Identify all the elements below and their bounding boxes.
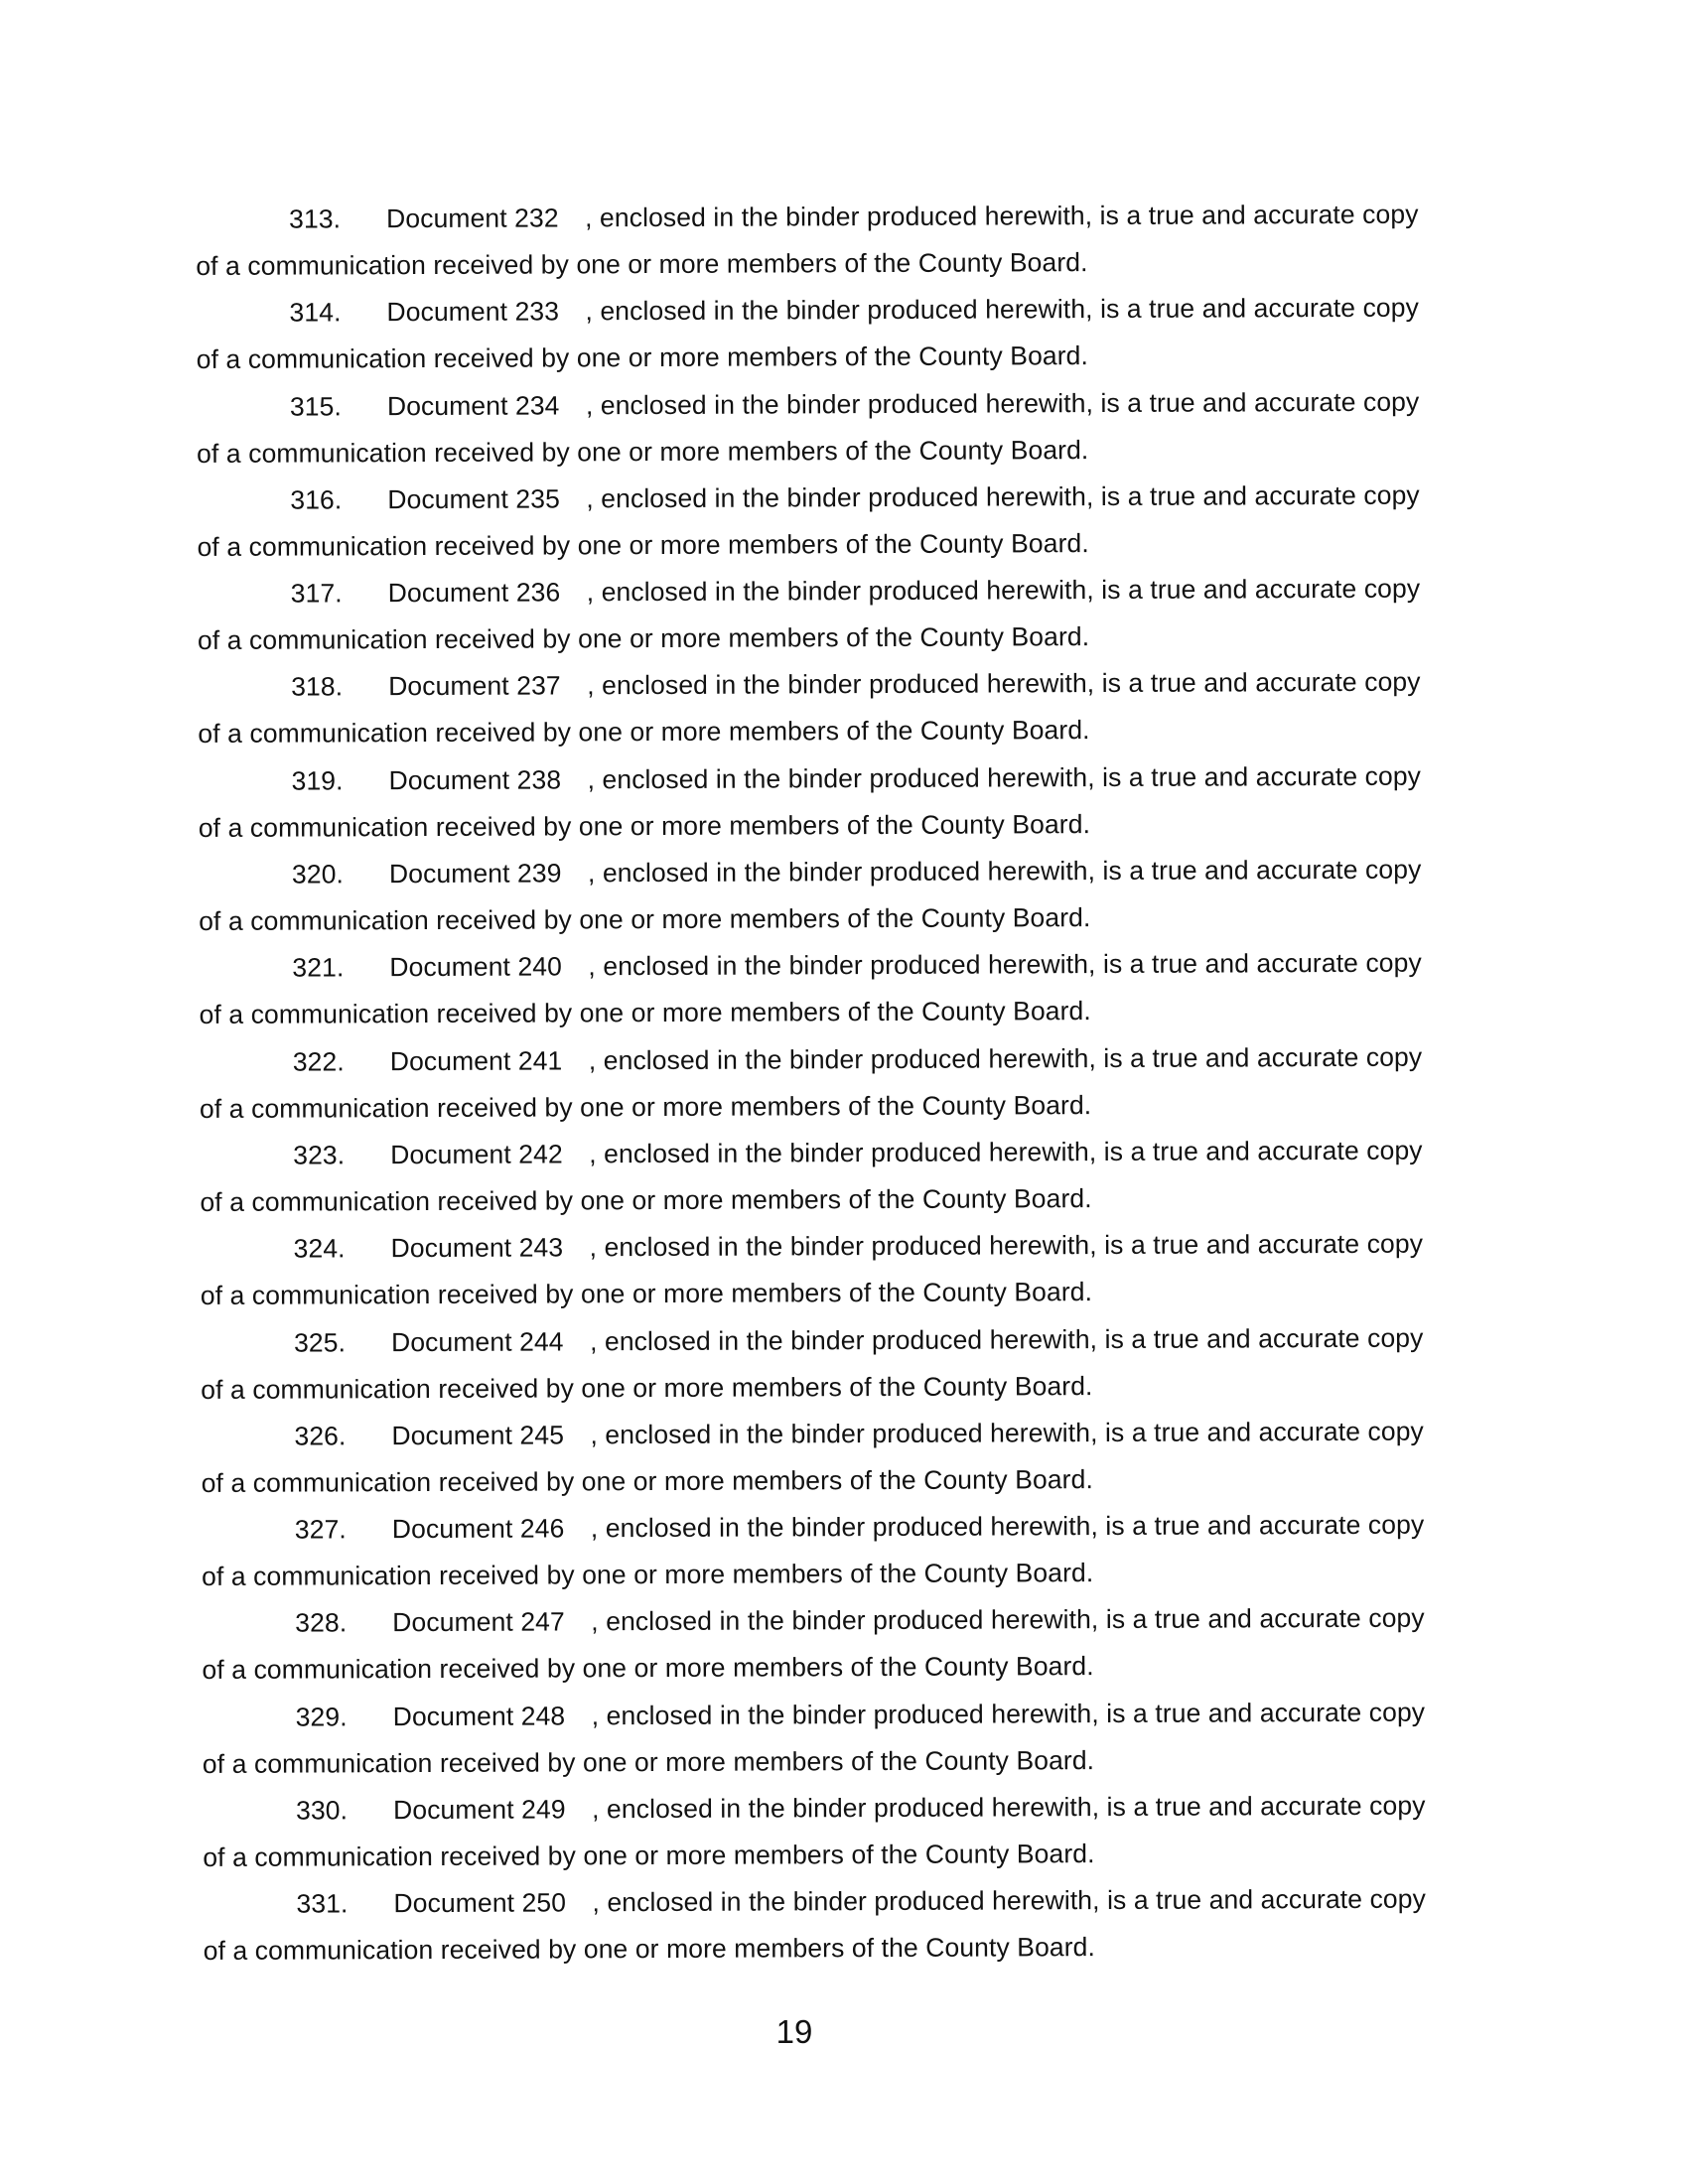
- paragraph-continuation: of a communication received by one or more members of the County Board.: [203, 1932, 1096, 1967]
- paragraph: [203, 1782, 1493, 1881]
- paragraph-text: , enclosed in the binder produced herewith, is a true and accurate copy: [586, 573, 1421, 608]
- paragraph: [200, 1033, 1490, 1133]
- paragraph-number: 326.: [294, 1421, 347, 1451]
- paragraph-number: 327.: [294, 1514, 347, 1545]
- document-reference: Document 248: [392, 1701, 566, 1731]
- page-number: 19: [775, 2013, 813, 2050]
- paragraph-continuation: of a communication received by one or more members of the County Board.: [197, 527, 1089, 562]
- document-reference: Document 249: [393, 1794, 566, 1826]
- paragraph-continuation: of a communication received by one or more members of the County Board.: [199, 996, 1091, 1030]
- paragraph-number: 317.: [290, 578, 343, 609]
- document-reference: Document 245: [391, 1420, 565, 1451]
- paragraph-first-line: [200, 1127, 1490, 1179]
- paragraph-list: [196, 191, 1494, 1975]
- document-reference: Document 250: [393, 1887, 567, 1919]
- paragraph-text: , enclosed in the binder produced herewith, is a true and accurate copy: [585, 292, 1419, 327]
- paragraph-text: , enclosed in the binder produced herewith, is a true and accurate copy: [589, 1228, 1424, 1263]
- paragraph-text: , enclosed in the binder produced herewith, is a true and accurate copy: [589, 1135, 1423, 1169]
- paragraph-number: 328.: [295, 1607, 348, 1639]
- paragraph-continuation: of a communication received by one or more members of the County Board.: [196, 341, 1089, 375]
- paragraph: [199, 846, 1489, 945]
- paragraph-text: , enclosed in the binder produced herewith, is a true and accurate copy: [592, 1790, 1426, 1825]
- document-reference: Document 243: [390, 1232, 564, 1264]
- paragraph-first-line: [202, 1595, 1492, 1648]
- paragraph-text: , enclosed in the binder produced herewith, is a true and accurate copy: [587, 667, 1421, 701]
- paragraph-number: 321.: [292, 952, 345, 983]
- paragraph: [198, 566, 1488, 665]
- paragraph-continuation: of a communication received by one or more members of the County Board.: [201, 1463, 1093, 1498]
- document-reference: Document 234: [386, 389, 560, 421]
- document-reference: Document 240: [389, 951, 563, 983]
- paragraph-number: 318.: [291, 671, 344, 703]
- paragraph-first-line: [198, 566, 1488, 618]
- paragraph-first-line: [197, 472, 1487, 524]
- paragraph-first-line: [202, 1501, 1492, 1554]
- paragraph-continuation: of a communication received by one or more members of the County Board.: [202, 1744, 1095, 1779]
- paragraph-number: 330.: [296, 1795, 349, 1826]
- paragraph: [201, 1314, 1491, 1414]
- paragraph-continuation: of a communication received by one or more members of the County Board.: [199, 902, 1091, 937]
- paragraph-continuation: of a communication received by one or more members of the County Board.: [200, 1183, 1092, 1217]
- paragraph-number: 319.: [291, 765, 344, 796]
- paragraph-number: 322.: [292, 1046, 345, 1077]
- paragraph: [198, 752, 1488, 852]
- document-reference: Document 232: [386, 203, 559, 234]
- paragraph-continuation: of a communication received by one or more members of the County Board.: [199, 1089, 1092, 1124]
- paragraph: [197, 472, 1487, 571]
- paragraph: [203, 1876, 1493, 1976]
- paragraph-continuation: of a communication received by one or more members of the County Board.: [202, 1558, 1094, 1592]
- paragraph-first-line: [198, 659, 1488, 712]
- paragraph-number: 325.: [293, 1326, 347, 1358]
- paragraph-continuation: of a communication received by one or more members of the County Board.: [197, 434, 1089, 469]
- paragraph-number: 331.: [296, 1888, 349, 1919]
- document-reference: Document 241: [389, 1045, 563, 1076]
- paragraph-text: , enclosed in the binder produced herewith, is a true and accurate copy: [585, 386, 1420, 420]
- paragraph-continuation: of a communication received by one or more members of the County Board.: [198, 808, 1091, 843]
- paragraph-number: 323.: [293, 1140, 346, 1170]
- paragraph-first-line: [203, 1876, 1493, 1929]
- paragraph: [201, 1408, 1491, 1507]
- paragraph-text: , enclosed in the binder produced herewith, is a true and accurate copy: [587, 760, 1422, 795]
- paragraph-text: , enclosed in the binder produced herewith, is a true and accurate copy: [586, 479, 1420, 514]
- document-reference: Document 235: [387, 483, 560, 515]
- paragraph-number: 329.: [295, 1702, 348, 1732]
- paragraph: [198, 659, 1488, 758]
- paragraph-number: 314.: [289, 297, 342, 328]
- paragraph-first-line: [203, 1782, 1493, 1835]
- paragraph-first-line: [199, 940, 1489, 993]
- document-reference: Document 233: [386, 296, 560, 328]
- paragraph-number: 316.: [290, 484, 343, 515]
- paragraph-first-line: [199, 846, 1489, 898]
- paragraph: [202, 1501, 1492, 1600]
- paragraph: [200, 1127, 1490, 1226]
- paragraph-first-line: [196, 285, 1486, 338]
- paragraph-number: 313.: [289, 204, 342, 234]
- paragraph-text: , enclosed in the binder produced herewith, is a true and accurate copy: [588, 947, 1422, 982]
- paragraph-text: , enclosed in the binder produced herewith, is a true and accurate copy: [585, 199, 1419, 233]
- paragraph-text: , enclosed in the binder produced herewith, is a true and accurate copy: [591, 1603, 1425, 1637]
- document-reference: Document 237: [388, 670, 561, 702]
- paragraph-continuation: of a communication received by one or more members of the County Board.: [197, 621, 1090, 656]
- paragraph-text: , enclosed in the binder produced herewith, is a true and accurate copy: [588, 1041, 1423, 1075]
- document-reference: Document 246: [391, 1513, 565, 1545]
- document-reference: Document 247: [392, 1606, 565, 1638]
- paragraph-first-line: [201, 1314, 1491, 1367]
- paragraph-text: , enclosed in the binder produced herewith, is a true and accurate copy: [592, 1883, 1426, 1918]
- paragraph: [201, 1221, 1491, 1320]
- paragraph-text: , enclosed in the binder produced herewith, is a true and accurate copy: [590, 1416, 1424, 1450]
- paragraph: [202, 1595, 1492, 1695]
- paragraph-continuation: of a communication received by one or more members of the County Board.: [198, 715, 1090, 750]
- document-reference: Document 238: [388, 764, 562, 795]
- paragraph-continuation: of a communication received by one or more members of the County Board.: [200, 1277, 1093, 1311]
- paragraph-first-line: [200, 1033, 1490, 1086]
- paragraph: [197, 378, 1487, 478]
- paragraph-first-line: [196, 191, 1486, 243]
- paragraph-continuation: of a communication received by one or more members of the County Board.: [201, 1370, 1093, 1405]
- paragraph-text: , enclosed in the binder produced herewith, is a true and accurate copy: [589, 1322, 1424, 1356]
- paragraph-first-line: [197, 378, 1487, 431]
- paragraph-text: , enclosed in the binder produced herewith, is a true and accurate copy: [591, 1697, 1426, 1731]
- paragraph-continuation: of a communication received by one or more members of the County Board.: [203, 1839, 1095, 1873]
- paragraph: [203, 1689, 1493, 1788]
- paragraph-number: 320.: [291, 859, 345, 889]
- paragraph: [199, 940, 1489, 1039]
- document-reference: Document 236: [387, 577, 561, 609]
- paragraph: [196, 285, 1486, 384]
- document-reference: Document 244: [390, 1325, 564, 1357]
- paragraph-continuation: of a communication received by one or more members of the County Board.: [202, 1651, 1094, 1686]
- paragraph-text: , enclosed in the binder produced herewith, is a true and accurate copy: [587, 854, 1422, 888]
- document-reference: Document 239: [388, 858, 562, 889]
- paragraph-continuation: of a communication received by one or more members of the County Board.: [196, 247, 1088, 281]
- paragraph-number: 324.: [293, 1233, 346, 1264]
- paragraph-first-line: [203, 1689, 1493, 1741]
- paragraph-text: , enclosed in the binder produced herewith, is a true and accurate copy: [590, 1509, 1425, 1544]
- paragraph-number: 315.: [289, 390, 342, 422]
- document-reference: Document 242: [390, 1139, 563, 1170]
- paragraph: [196, 191, 1486, 290]
- paragraph-first-line: [201, 1221, 1491, 1274]
- paragraph-first-line: [201, 1408, 1491, 1460]
- paragraph-first-line: [198, 752, 1488, 805]
